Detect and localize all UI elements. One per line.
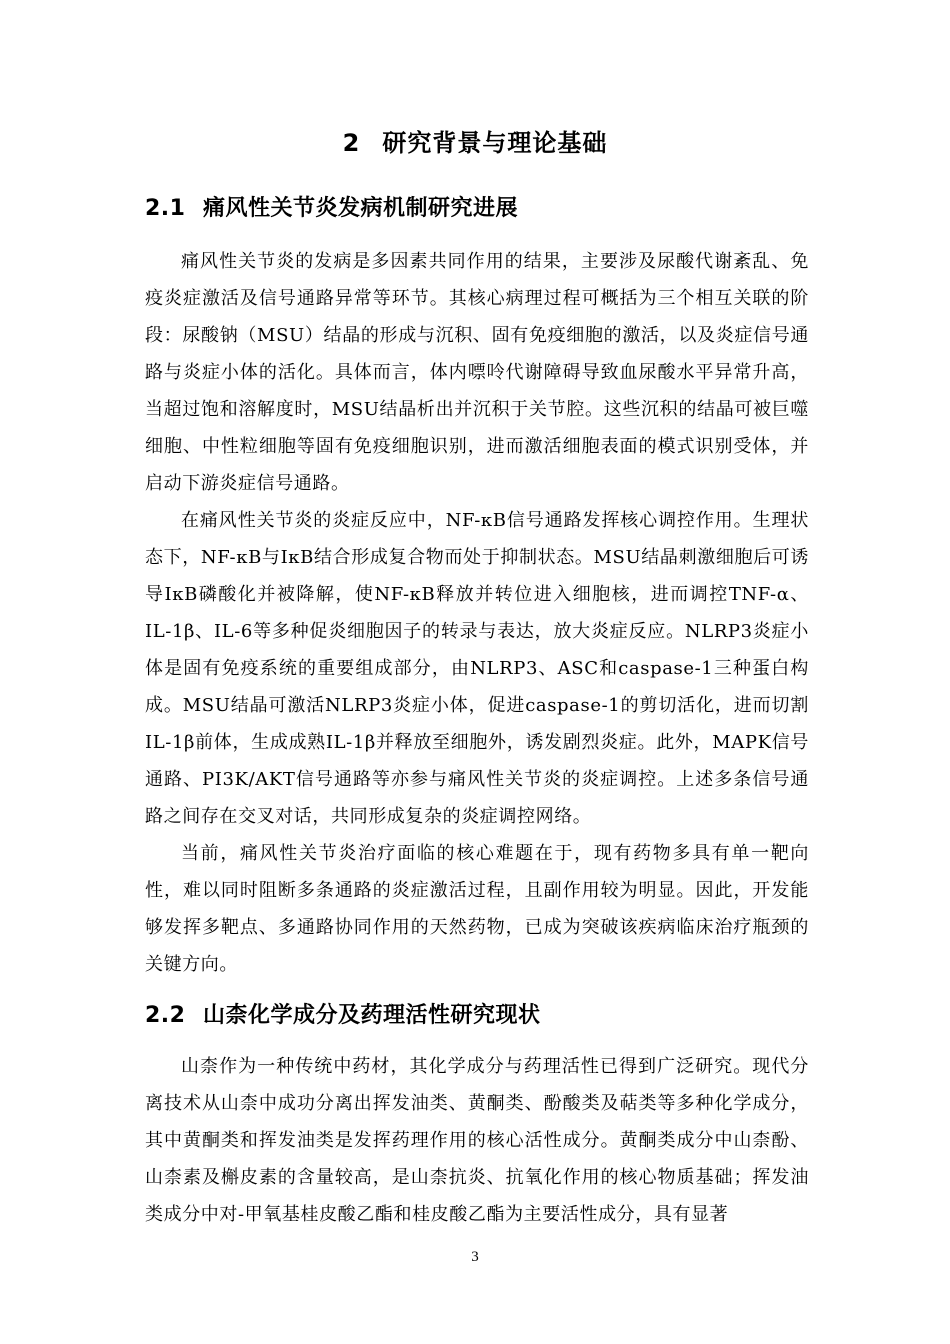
paragraph: 当前，痛风性关节炎治疗面临的核心难题在于，现有药物多具有单一靶向性，难以同时阻断多条通路的炎症激活过程，且副作用较为明显。因此，开发能够发挥多靶点、多通路协同作用的天然药物，已成为突破该疾病临床治疗瓶颈的关键方向。 — [145, 843, 809, 975]
section-title-text: 山柰化学成分及药理活性研究现状 — [203, 1003, 541, 1028]
chapter-title — [0, 126, 950, 160]
section-title-text: 痛风性关节炎发病机制研究进展 — [203, 196, 519, 221]
section-number: 2.1 — [145, 196, 186, 221]
section-heading-2-2 — [145, 1001, 815, 1031]
chapter-title-text: 研究背景与理论基础 — [382, 129, 608, 157]
paragraph: 山柰作为一种传统中药材，其化学成分与药理活性已得到广泛研究。现代分离技术从山柰中成功分离出挥发油类、黄酮类、酚酸类及萜类等多种化学成分，其中黄酮类和挥发油类是发挥药理作用的核心活性成分。黄酮类成分中山柰酚、山柰素及槲皮素的含量较高，是山柰抗炎、抗氧化作用的核心物质基础；挥发油类成分中对-甲氧基桂皮酸乙酯和桂皮酸乙酯为主要活性成分，具有显著 — [145, 1056, 809, 1225]
page-number: 3 — [471, 1249, 479, 1265]
paragraph: 痛风性关节炎的发病是多因素共同作用的结果，主要涉及尿酸代谢紊乱、免疫炎症激活及信号通路异常等环节。其核心病理过程可概括为三个相互关联的阶段：尿酸钠（MSU）结晶的形成与沉积、固有免疫细胞的激活，以及炎症信号通路与炎症小体的活化。具体而言，体内嘌呤代谢障碍导致血尿酸水平异常升高，当超过饱和溶解度时，MSU结晶析出并沉积于关节腔。这些沉积的结晶可被巨噬细胞、中性粒细胞等固有免疫细胞识别，进而激活细胞表面的模式识别受体，并启动下游炎症信号通路。 — [145, 251, 809, 494]
paragraph: 在痛风性关节炎的炎症反应中，NF-κB信号通路发挥核心调控作用。生理状态下，NF-κB与IκB结合形成复合物而处于抑制状态。MSU结晶刺激细胞后可诱导IκB磷酸化并被降解，使NF-κB释放并转位进入细胞核，进而调控TNF-α、IL-1β、IL-6等多种促炎细胞因子的转录与表达，放大炎症反应。NLRP3炎症小体是固有免疫系统的重要组成部分，由NLRP3、ASC和caspase-1三种蛋白构成。MSU结晶可激活NLRP3炎症小体，促进caspase-1的剪切活化，进而切割IL-1β前体，生成成熟IL-1β并释放至细胞外，诱发剧烈炎症。此外，MAPK信号通路、PI3K/AKT信号通路等亦参与痛风性关节炎的炎症调控。上述多条信号通路之间存在交叉对话，共同形成复杂的炎症调控网络。 — [145, 510, 809, 827]
chapter-number: 2 — [342, 129, 361, 157]
section-number: 2.2 — [145, 1003, 186, 1028]
section-heading-2-1 — [145, 194, 815, 224]
